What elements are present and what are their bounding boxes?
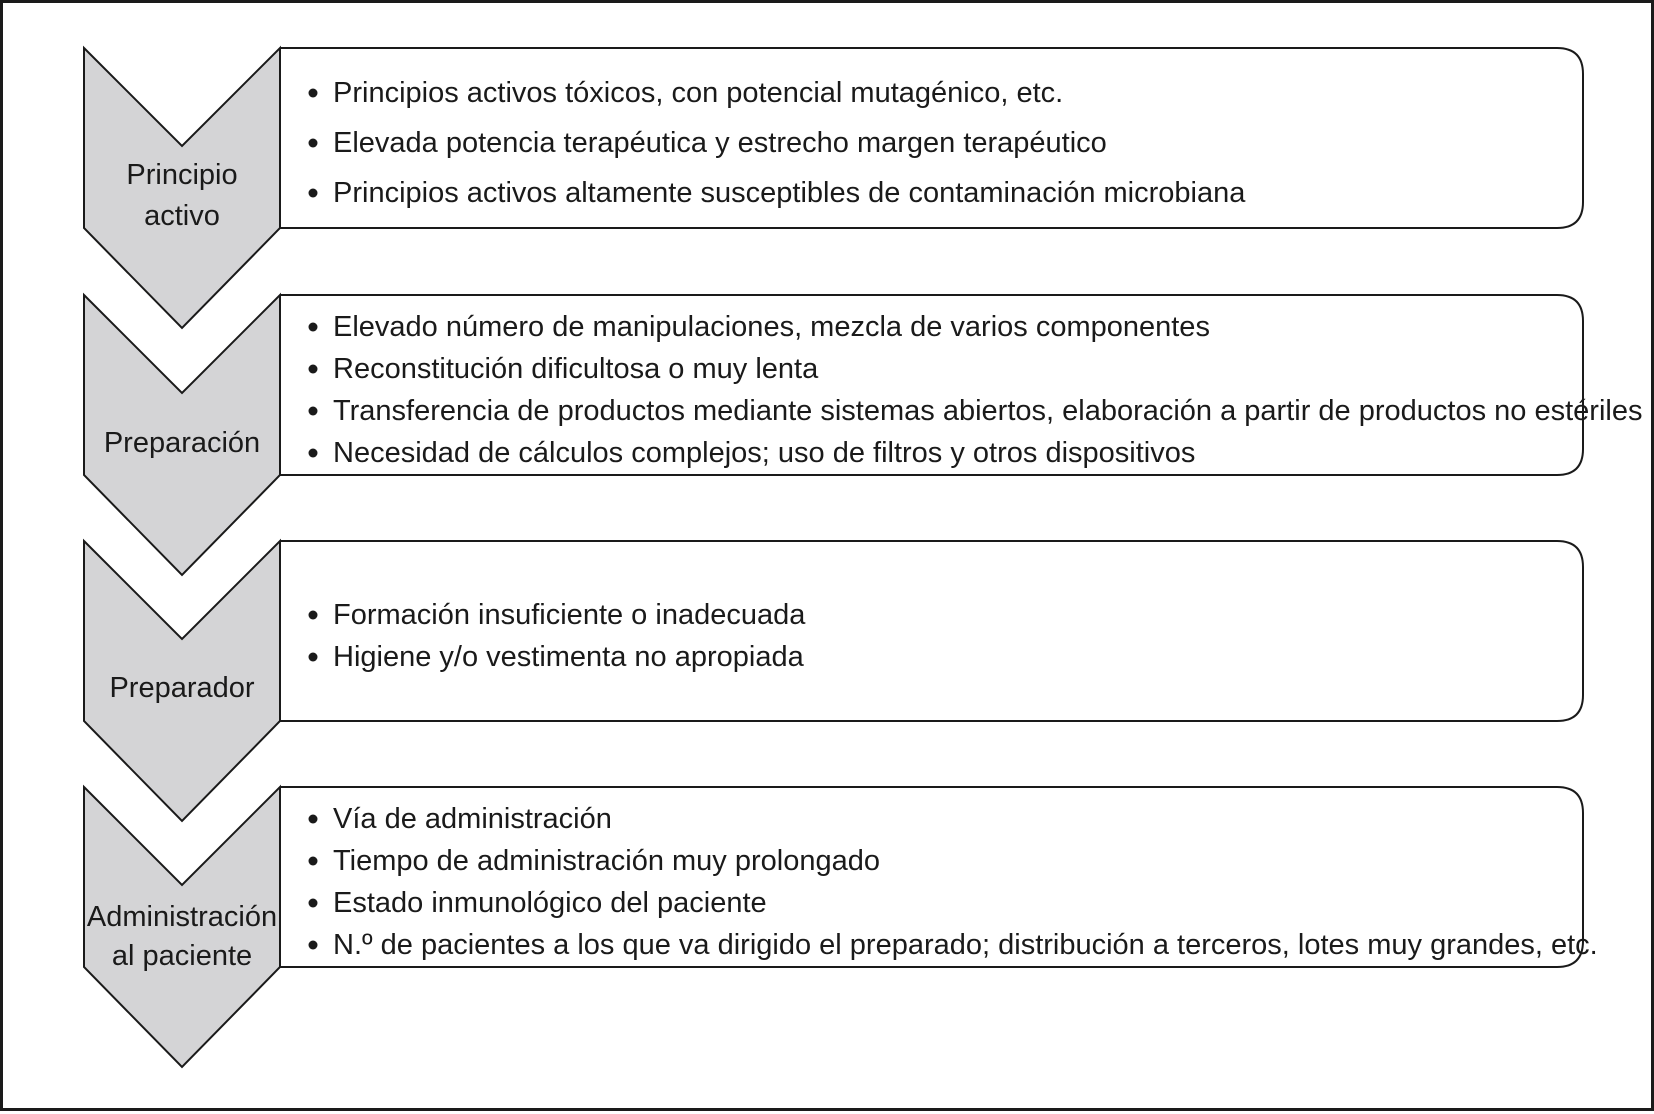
stage-label: Preparación bbox=[103, 427, 261, 459]
list-item: Principios activos altamente susceptibles de contaminación microbiana bbox=[333, 177, 1246, 209]
stage-label: Principio bbox=[126, 159, 238, 191]
list-item: Vía de administración bbox=[333, 803, 612, 835]
bullet-icon bbox=[309, 407, 318, 416]
list-item: Transferencia de productos mediante sistemas abiertos, elaboración a partir de productos no estériles bbox=[333, 395, 1643, 427]
bullet-icon bbox=[309, 323, 318, 332]
list-item: Estado inmunológico del paciente bbox=[333, 887, 767, 919]
bullet-icon bbox=[309, 611, 318, 620]
list-item: Reconstitución dificultosa o muy lenta bbox=[333, 353, 819, 385]
bullet-icon bbox=[309, 941, 318, 950]
list-item: N.º de pacientes a los que va dirigido el preparado; distribución a terceros, lotes muy grandes, etc. bbox=[333, 929, 1598, 961]
list-item: Higiene y/o vestimenta no apropiada bbox=[333, 641, 804, 673]
bullet-icon bbox=[309, 653, 318, 662]
stage-2 bbox=[84, 295, 1642, 575]
list-item: Formación insuficiente o inadecuada bbox=[333, 599, 806, 631]
stage-box bbox=[280, 541, 1583, 721]
list-item: Elevado número de manipulaciones, mezcla de varios componentes bbox=[333, 311, 1210, 343]
bullet-icon bbox=[309, 857, 318, 866]
bullet-icon bbox=[309, 449, 318, 458]
stage-4 bbox=[84, 787, 1598, 1067]
list-item: Tiempo de administración muy prolongado bbox=[333, 845, 880, 877]
list-item: Principios activos tóxicos, con potencial mutagénico, etc. bbox=[333, 77, 1064, 109]
stage-label: activo bbox=[144, 200, 220, 232]
list-item: Elevada potencia terapéutica y estrecho margen terapéutico bbox=[333, 127, 1107, 159]
bullet-icon bbox=[309, 899, 318, 908]
stage-label: al paciente bbox=[111, 940, 253, 972]
bullet-icon bbox=[309, 189, 318, 198]
bullet-icon bbox=[309, 89, 318, 98]
stage-label: Administración bbox=[86, 901, 278, 933]
bullet-icon bbox=[309, 139, 318, 148]
stage-1 bbox=[84, 48, 1583, 328]
list-item: Necesidad de cálculos complejos; uso de filtros y otros dispositivos bbox=[333, 437, 1196, 469]
stage-label: Preparador bbox=[109, 672, 255, 704]
bullet-icon bbox=[309, 365, 318, 374]
stage-3 bbox=[84, 541, 1583, 821]
bullet-icon bbox=[309, 815, 318, 824]
risk-factors-diagram bbox=[3, 3, 1654, 1114]
